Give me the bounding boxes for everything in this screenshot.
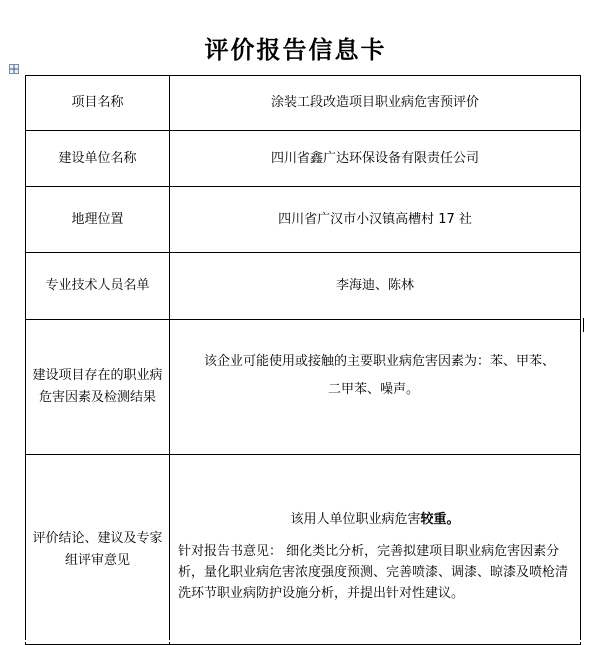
conclusion-label: 评价结论、建议及专家组评审意见 <box>26 455 170 645</box>
builder-value[interactable]: 四川省鑫广达环保设备有限责任公司 <box>170 131 581 187</box>
location-value[interactable]: 四川省广汉市小汉镇高槽村 17 社 <box>170 187 581 253</box>
builder-label: 建设单位名称 <box>26 131 170 187</box>
project-name-label: 项目名称 <box>26 76 170 131</box>
hazards-label: 建设项目存在的职业病危害因素及检测结果 <box>26 320 170 455</box>
info-card-table <box>25 75 581 645</box>
location-label: 地理位置 <box>26 187 170 253</box>
table-move-handle-icon[interactable] <box>9 64 19 74</box>
project-name-value[interactable]: 涂装工段改造项目职业病危害预评价 <box>170 76 581 131</box>
table-row <box>26 131 581 187</box>
staff-label: 专业技术人员名单 <box>26 253 170 320</box>
table-row <box>26 76 581 131</box>
conclusion-prefix: 该用人单位职业病危害 <box>290 512 421 527</box>
conclusion-level: 较重。 <box>420 512 460 527</box>
hazards-line-2: 二甲苯、噪声。 <box>328 382 420 397</box>
page-title: 评价报告信息卡 <box>204 36 387 64</box>
text-cursor <box>583 318 584 332</box>
table-row <box>26 253 581 320</box>
table-row <box>26 187 581 253</box>
conclusion-value[interactable] <box>170 455 581 645</box>
hazards-line-1: 该企业可能使用或接触的主要职业病危害因素为：苯、甲苯、 <box>204 354 556 369</box>
expert-opinion: 针对报告书意见： 细化类比分析，完善拟建项目职业病危害因素分析，量化职业病危害浓度强度预测、完善喷漆、调漆、晾漆及喷枪清洗环节职业病防护设施分析，并提出针对性建议。 <box>178 544 569 601</box>
hazards-value[interactable] <box>170 320 581 455</box>
table-row <box>26 455 581 645</box>
table-row <box>26 320 581 455</box>
conclusion-line <box>178 509 572 531</box>
staff-value[interactable]: 李海迪、陈林 <box>170 253 581 320</box>
